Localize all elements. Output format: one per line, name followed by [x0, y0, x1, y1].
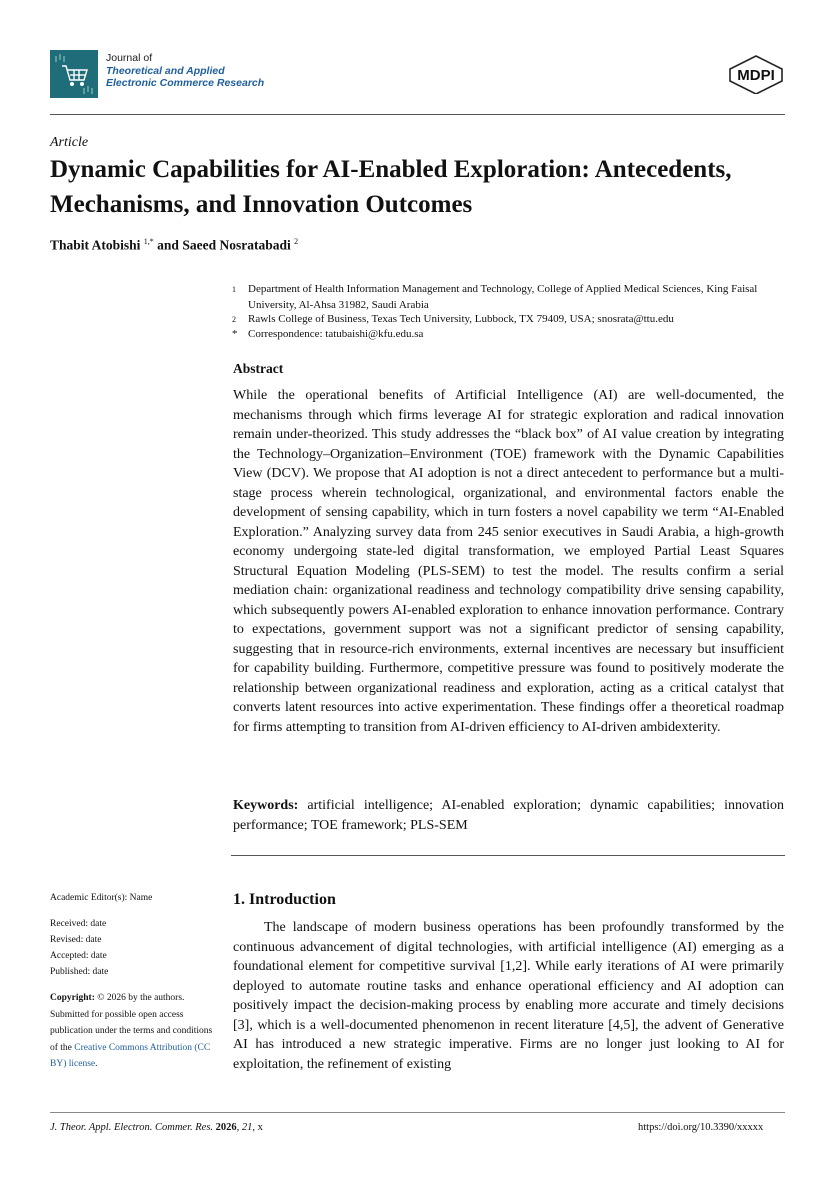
journal-name — [106, 52, 264, 90]
affiliation-text: Department of Health Information Management and Technology, College of Applied Medical Sciences, King Faisal University, Al-Ahsa 31982, Saudi Arabia — [248, 283, 758, 311]
abstract-rule — [231, 855, 785, 856]
keywords-text: artificial intelligence; AI-enabled exploration; dynamic capabilities; innovation performance; TOE framework; PLS-SEM — [233, 798, 784, 833]
revised-date: Revised: date — [50, 935, 102, 945]
accepted-date: Accepted: date — [50, 951, 107, 961]
journal-logo — [50, 50, 98, 98]
publisher-logo — [726, 54, 786, 94]
page-title: Dynamic Capabilities for AI-Enabled Exploration: Antecedents, Mechanisms, and Innovation Outcomes — [50, 156, 732, 218]
author-affiliation-mark: 1,* — [143, 237, 154, 246]
license-link[interactable]: Creative Commons Attribution (CC BY) license — [50, 1042, 211, 1069]
correspondence-text: Correspondence: tatubaishi@kfu.edu.sa — [248, 328, 424, 340]
copyright-text: © 2026 by the authors. Submitted for possible open access publication under the terms and conditions of the — [50, 993, 213, 1053]
author-name: Saeed Nosratabadi — [182, 237, 291, 253]
copyright-end: . — [95, 1059, 98, 1069]
header-rule — [50, 114, 785, 115]
mdpi-logo-icon — [726, 54, 786, 94]
section-heading: 1. Introduction — [233, 891, 336, 908]
journal-name-line1: Journal of — [106, 52, 153, 64]
journal-name-line3: Electronic Commerce Research — [106, 77, 265, 89]
copyright-notice — [50, 990, 218, 1073]
affiliation-mark: 2 — [232, 315, 236, 324]
affiliation-item — [232, 282, 785, 313]
keywords — [233, 796, 784, 835]
abstract-heading: Abstract — [233, 361, 284, 376]
abstract-text: While the operational benefits of Artificial Intelligence (AI) are well-documented, the mechanisms through which firms leverage AI for strategic exploration and radical innovation remain under-theorized. This study addresses the “black box” of AI value creation by integrating the Technology–Organization–Environment (TOE) framework with the Dynamic Capabilities View (DCV). We propose that AI adoption is not a direct antecedent to performance but a multi-stage process wherein technological, organizational, and environmental factors enable the development of sensing capability, which in turn fosters a novel capability we term “AI-Enabled Exploration.” Analyzing survey data from 245 senior executives in Saudi Arabia, a high-growth economy undergoing state-led digital transformation, we employed Partial Least Squares Structural Equation Modeling (PLS-SEM) to test the model. The results confirm a serial mediation chain: organizational readiness and technology compatibility drive sensing capability, which subsequently powers AI-enabled exploration to enhance innovation performance. Contrary to expectations, government support was not a significant predictor of sensing capability, suggesting that in resource-rich environments, external incentives are necessary but insufficient for capability building. Furthermore, competitive pressure was found to positively moderate the relationship between organizational readiness and exploration, acting as a critical catalyst that converts latent resources into active experimentation. These findings offer a theoretical roadmap for firms attempting to transition from AI-driven efficiency to AI-driven ambidexterity. — [233, 388, 784, 735]
affiliation-text: Rawls College of Business, Texas Tech University, Lubbock, TX 79409, USA; snosrata@ttu.edu — [248, 313, 674, 325]
affiliation-mark: 1 — [232, 285, 236, 294]
citation-journal: J. Theor. Appl. Electron. Commer. Res. — [50, 1122, 214, 1133]
article-type: Article — [50, 135, 89, 150]
citation-rest: , x — [252, 1122, 263, 1133]
citation-volume: 21 — [241, 1122, 253, 1133]
published-date: Published: date — [50, 967, 109, 977]
author-connector: and — [153, 237, 183, 253]
correspondence-item — [232, 327, 785, 343]
author-affiliation-mark: 2 — [294, 237, 299, 246]
author-list — [50, 237, 298, 254]
affiliation-item — [232, 312, 785, 328]
citation-year: 2026 — [215, 1122, 237, 1133]
affiliation-mark: * — [232, 328, 238, 340]
shopping-cart-icon — [50, 50, 98, 98]
publisher-name: MDPI — [737, 67, 775, 84]
citation-footer: J. Theor. Appl. Electron. Commer. Res. 2026, 21, x — [50, 1122, 263, 1133]
doi-link[interactable]: https://doi.org/10.3390/xxxxx — [638, 1122, 764, 1133]
author-name: Thabit Atobishi — [50, 237, 141, 253]
journal-name-line2: Theoretical and Applied — [106, 64, 225, 77]
keywords-label: Keywords: — [233, 798, 299, 813]
academic-editor: Academic Editor(s): Name — [50, 893, 153, 903]
copyright-label: Copyright: — [50, 993, 95, 1003]
footer-rule — [50, 1112, 785, 1113]
intro-paragraph: The landscape of modern business operations has been profoundly transformed by the continuous advancement of digital technologies, with artificial intelligence (AI) emerging as a foundational element for competitive survival [1,2]. While early iterations of AI were primarily deployed to automate routine tasks and enhance operational efficiency and AI adoption can positively impact the decision-making process by enabling more accurate and timely decisions [3], which is a well-documented phenomenon in recent literature [4,5], the advent of Generative AI has introduced a new strategic imperative. Firms are no longer just looking to AI for exploitation, the refinement of existing — [233, 920, 784, 1072]
received-date: Received: date — [50, 919, 107, 929]
